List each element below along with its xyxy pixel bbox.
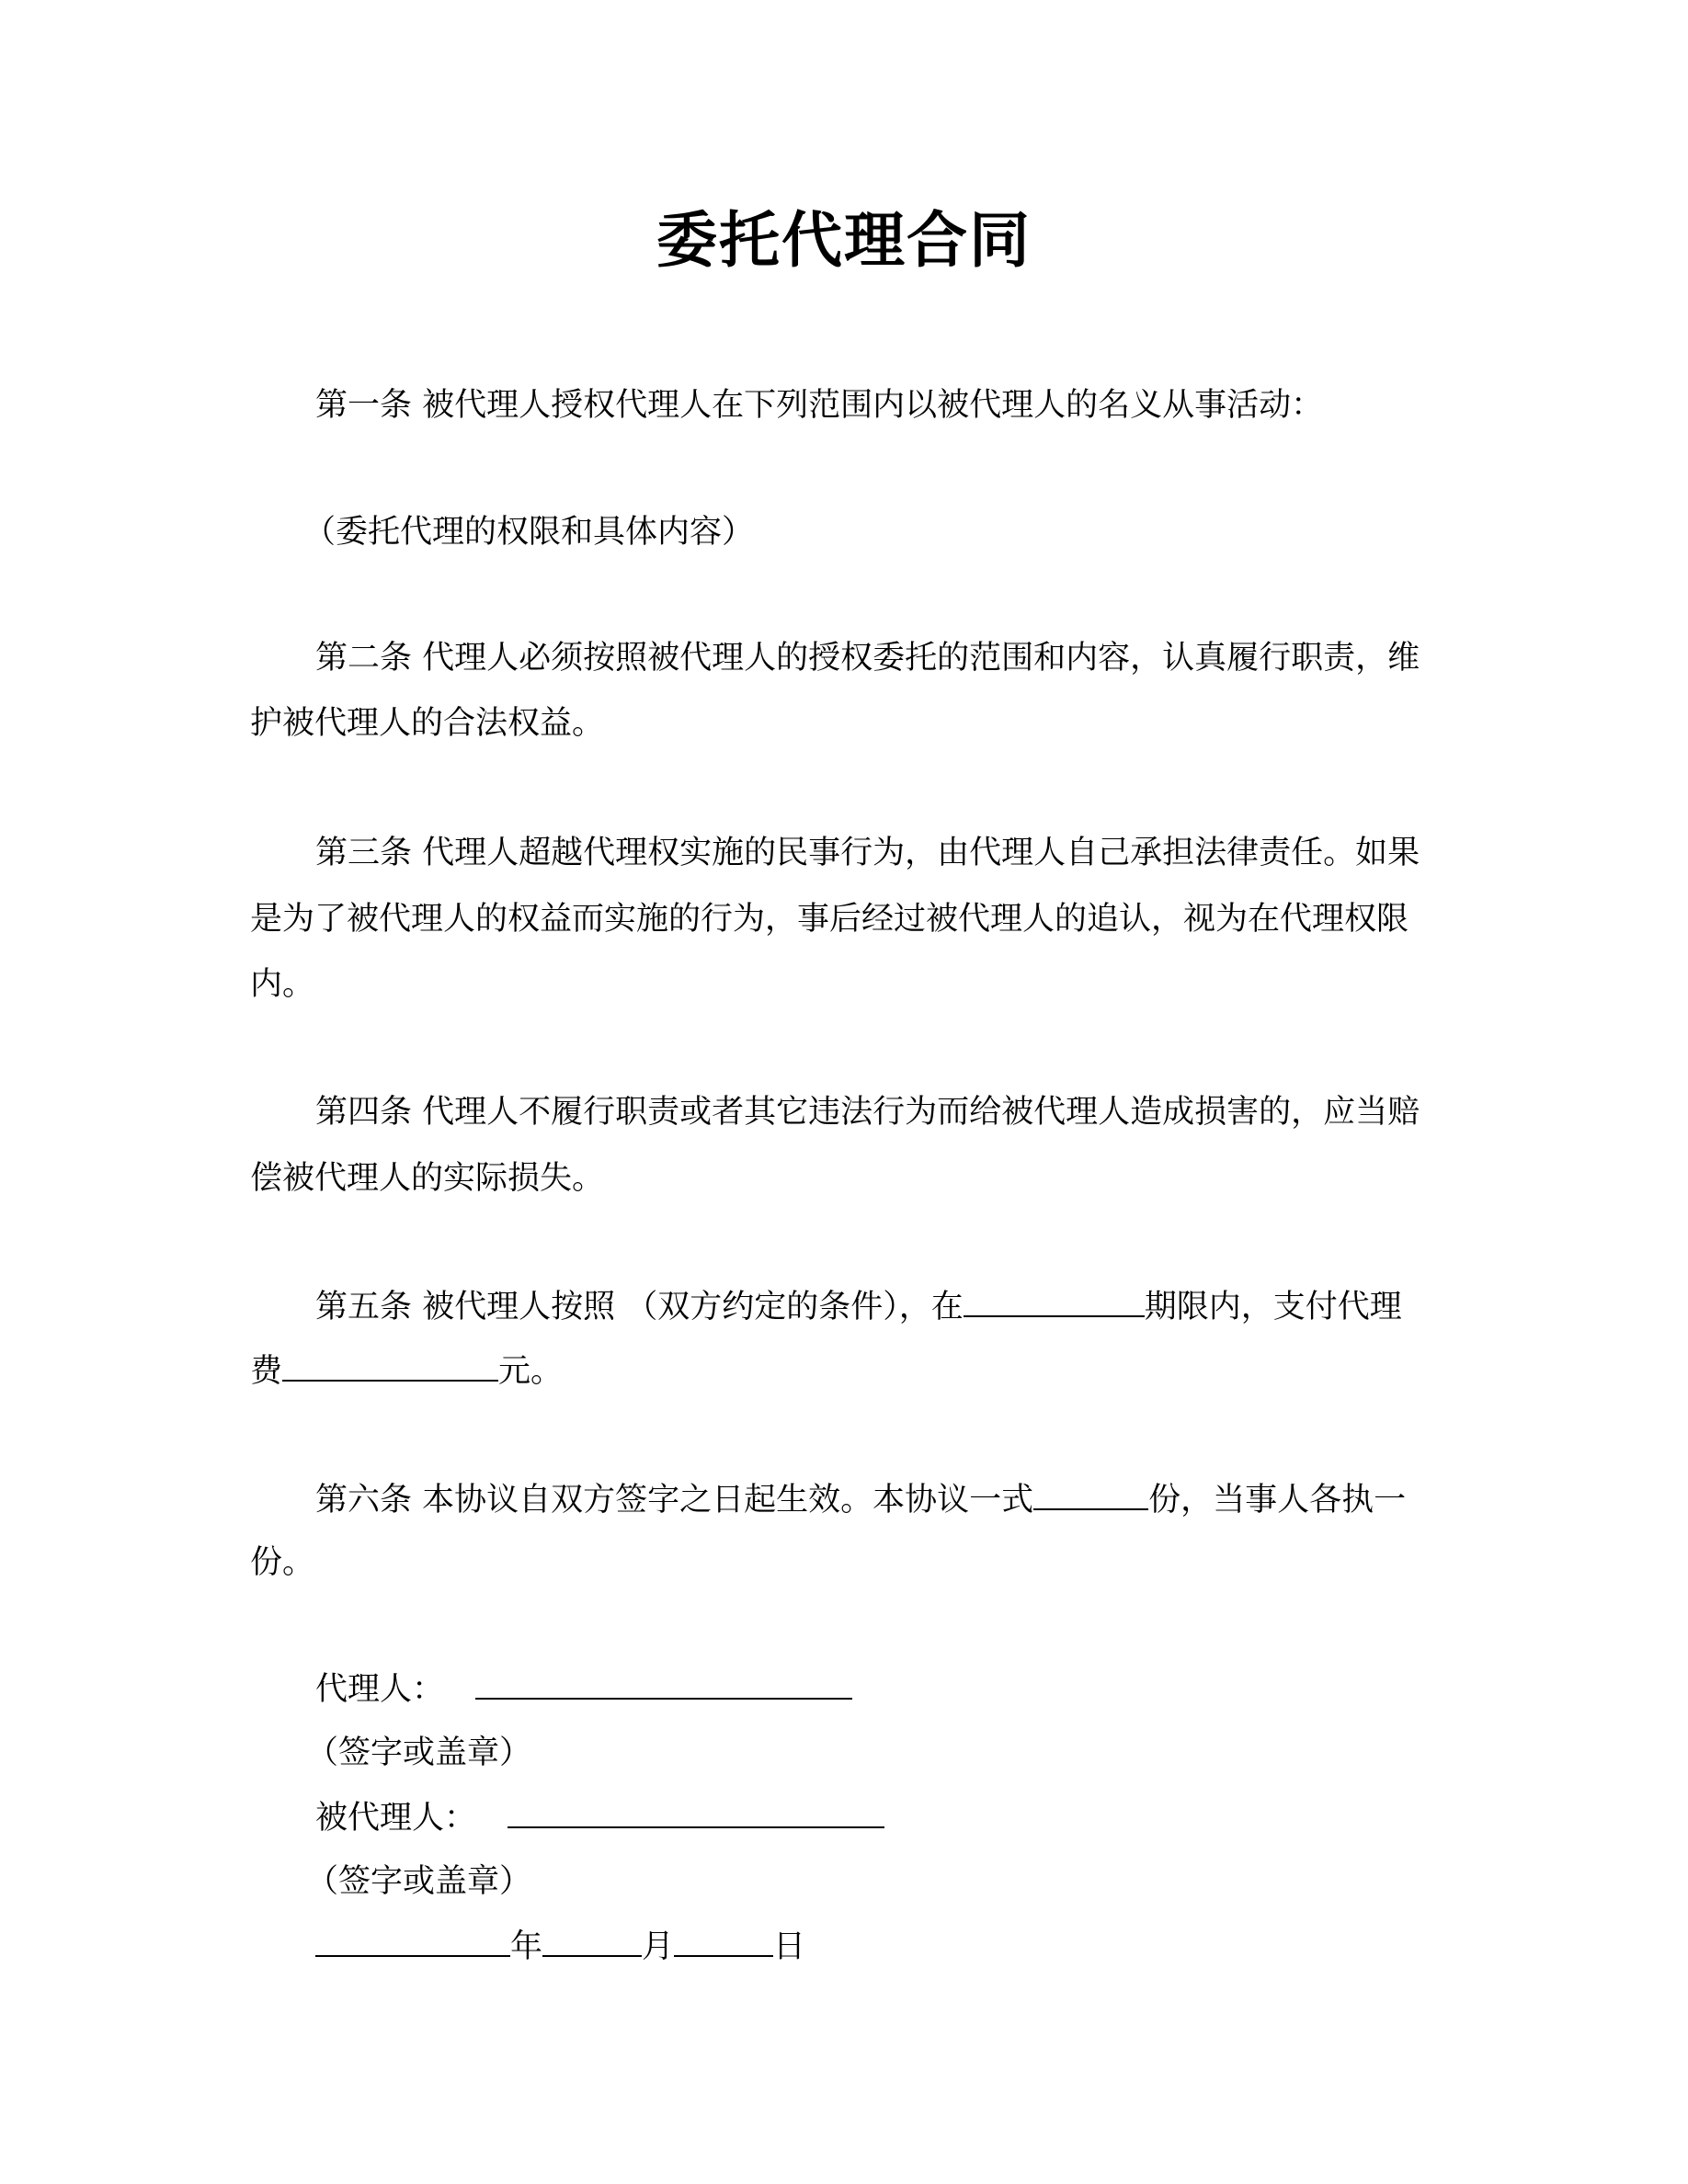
principal-sign-note: （签字或盖章）	[306, 1863, 532, 1900]
article-3-line-2: 是为了被代理人的权益而实施的行为，事后经过被代理人的追认，视为在代理权限	[250, 901, 1409, 938]
month-label: 月	[642, 1928, 675, 1965]
article-3-line-1: 第三条 代理人超越代理权实施的民事行为，由代理人自己承担法律责任。如果	[315, 835, 1420, 871]
agent-sign-note: （签字或盖章）	[306, 1735, 532, 1771]
month-blank[interactable]	[542, 1926, 642, 1957]
article-5-line-1	[315, 1286, 1511, 1327]
article-5-text-a: 第五条 被代理人按照 （双方约定的条件），在	[315, 1289, 964, 1325]
copies-blank[interactable]	[1033, 1479, 1148, 1510]
date-row	[315, 1926, 1511, 1967]
day-label: 日	[773, 1928, 806, 1965]
principal-signature-field[interactable]	[508, 1797, 884, 1828]
article-6-line-1	[315, 1479, 1511, 1520]
article-6-line-2: 份。	[250, 1544, 315, 1581]
article-4-line-2: 偿被代理人的实际损失。	[250, 1160, 605, 1197]
article-4-line-1: 第四条 代理人不履行职责或者其它违法行为而给被代理人造成损害的，应当赔	[315, 1094, 1420, 1131]
article-6-text-b: 份，当事人各执一	[1148, 1482, 1407, 1519]
article-2-line-2: 护被代理人的合法权益。	[250, 705, 605, 742]
article-1-line-1: 第一条 被代理人授权代理人在下列范围内以被代理人的名义从事活动：	[315, 387, 1324, 424]
principal-label: 被代理人：	[315, 1800, 477, 1837]
article-5-text-c: 费	[250, 1353, 283, 1390]
article-5-text-d: 元。	[498, 1353, 564, 1390]
article-5-text-b: 期限内，支付代理	[1144, 1289, 1402, 1325]
article-5-line-2	[250, 1350, 1445, 1392]
year-label: 年	[510, 1928, 543, 1965]
agent-label: 代理人：	[315, 1671, 445, 1708]
document-title: 委托代理合同	[656, 205, 1032, 276]
agent-signature-row	[315, 1668, 1511, 1710]
agent-signature-field[interactable]	[475, 1668, 852, 1700]
principal-signature-row	[315, 1797, 1511, 1838]
day-blank[interactable]	[674, 1926, 773, 1957]
article-1-scope-placeholder: （委托代理的权限和具体内容）	[303, 514, 755, 551]
fee-amount-blank[interactable]	[282, 1350, 498, 1382]
article-6-text-a: 第六条 本协议自双方签字之日起生效。本协议一式	[315, 1482, 1034, 1519]
article-2-line-1: 第二条 代理人必须按照被代理人的授权委托的范围和内容，认真履行职责，维	[315, 640, 1420, 677]
period-blank[interactable]	[964, 1286, 1145, 1317]
article-3-line-3: 内。	[250, 966, 315, 1003]
year-blank[interactable]	[315, 1926, 510, 1957]
